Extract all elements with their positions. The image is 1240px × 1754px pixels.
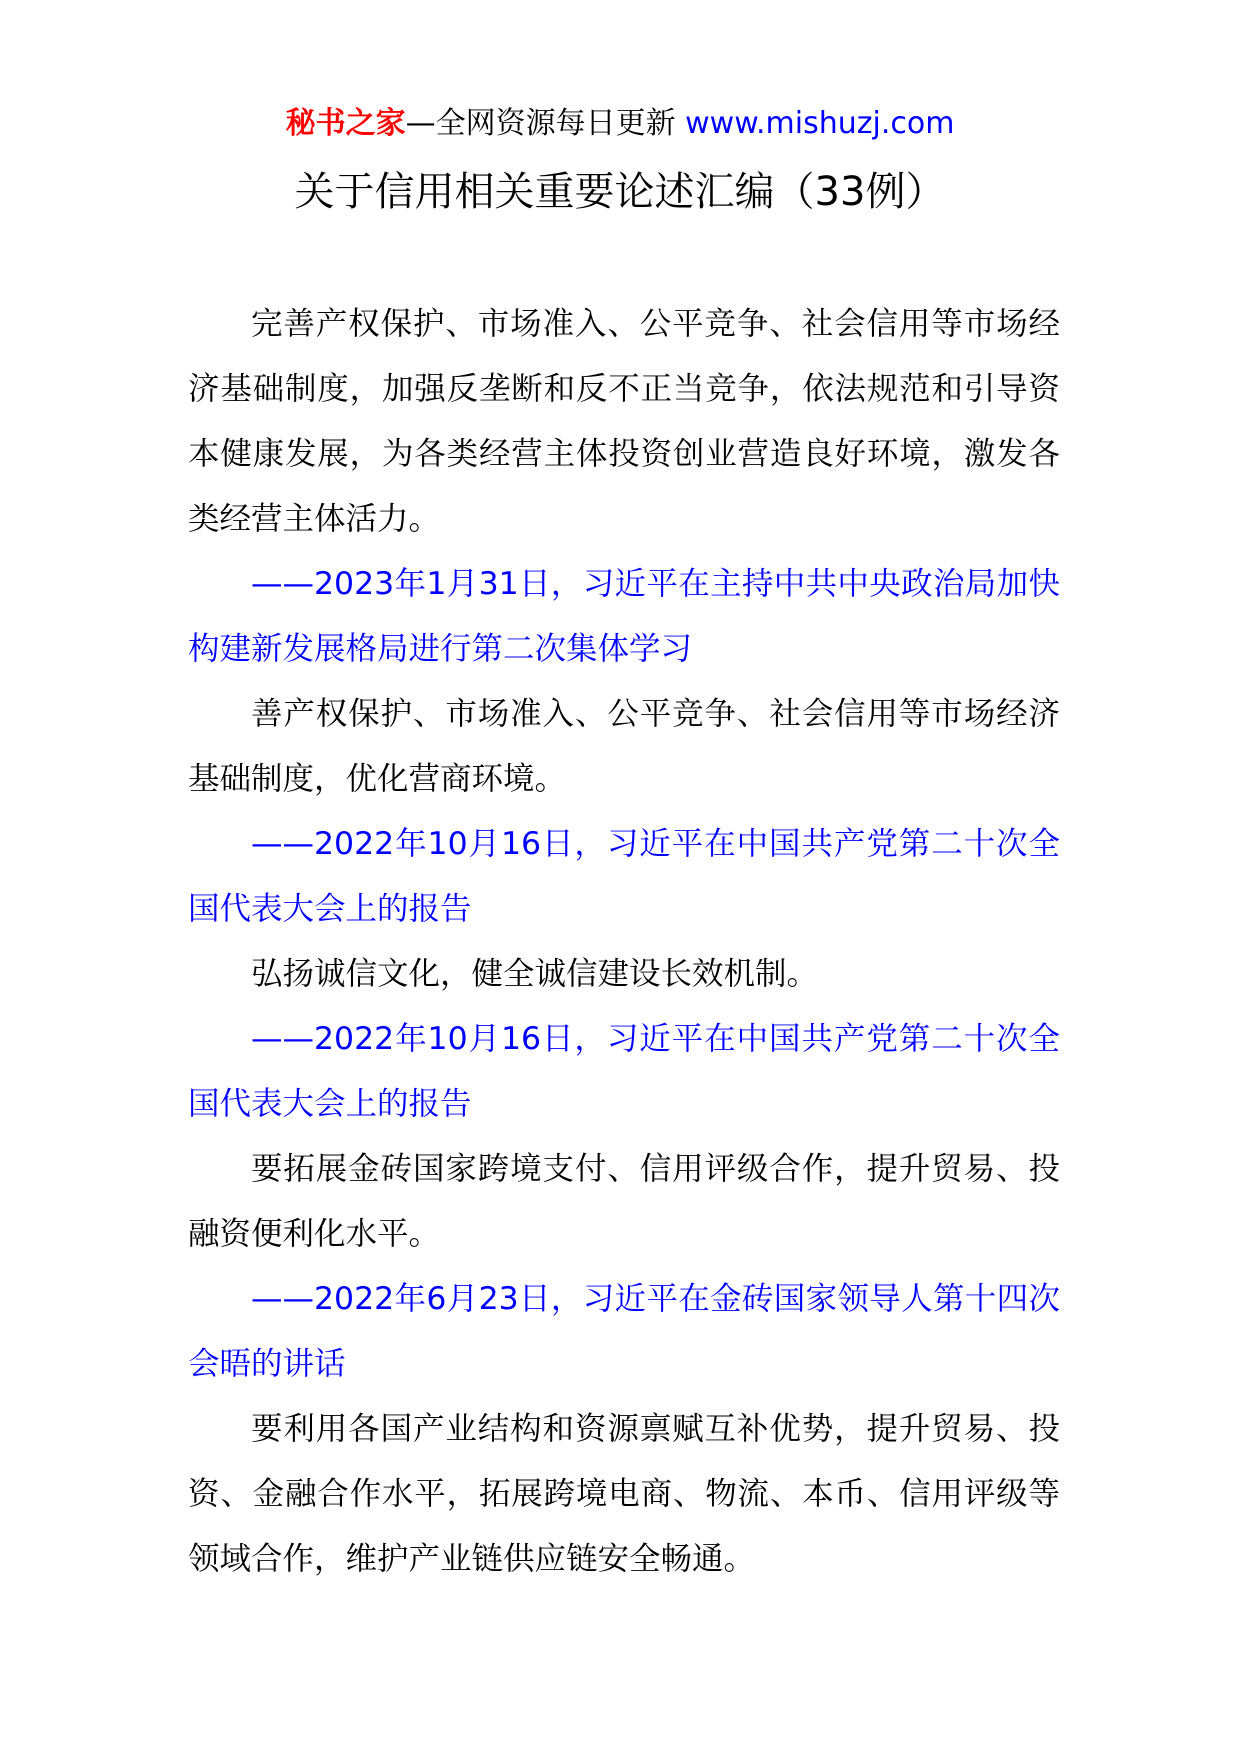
site-tagline: —全网资源每日更新 [405,106,676,141]
quote-paragraph: 善产权保护、市场准入、公平竞争、社会信用等市场经济基础制度，优化营商环境。 [188,696,1060,797]
quote-paragraph: 要利用各国产业结构和资源禀赋互补优势，提升贸易、投资、金融合作水平，拓展跨境电商、物流、本币、信用评级等领域合作，维护产业链供应链安全畅通。 [188,1411,1060,1577]
quote-paragraph: 要拓展金砖国家跨境支付、信用评级合作，提升贸易、投融资便利化水平。 [188,1151,1060,1252]
site-url-link[interactable]: www.mishuzj.com [685,106,955,141]
source-citation: ——2022年10月16日，习近平在中国共产党第二十次全国代表大会上的报告 [188,1021,1060,1122]
document-title: 关于信用相关重要论述汇编（33例） [294,169,946,215]
source-citation: ——2022年6月23日，习近平在金砖国家领导人第十四次会晤的讲话 [188,1281,1060,1382]
site-brand: 秘书之家 [285,106,406,141]
source-citation: ——2022年10月16日，习近平在中国共产党第二十次全国代表大会上的报告 [188,826,1060,927]
document-body [188,292,1060,1592]
source-citation: ——2023年1月31日，习近平在主持中共中央政治局加快构建新发展格局进行第二次集体学习 [188,566,1060,667]
quote-paragraph: 弘扬诚信文化，健全诚信建设长效机制。 [251,956,819,992]
quote-paragraph: 完善产权保护、市场准入、公平竞争、社会信用等市场经济基础制度，加强反垄断和反不正当竞争，依法规范和引导资本健康发展，为各类经营主体投资创业营造良好环境，激发各类经营主体活力。 [188,306,1060,537]
site-header [0,102,1240,146]
